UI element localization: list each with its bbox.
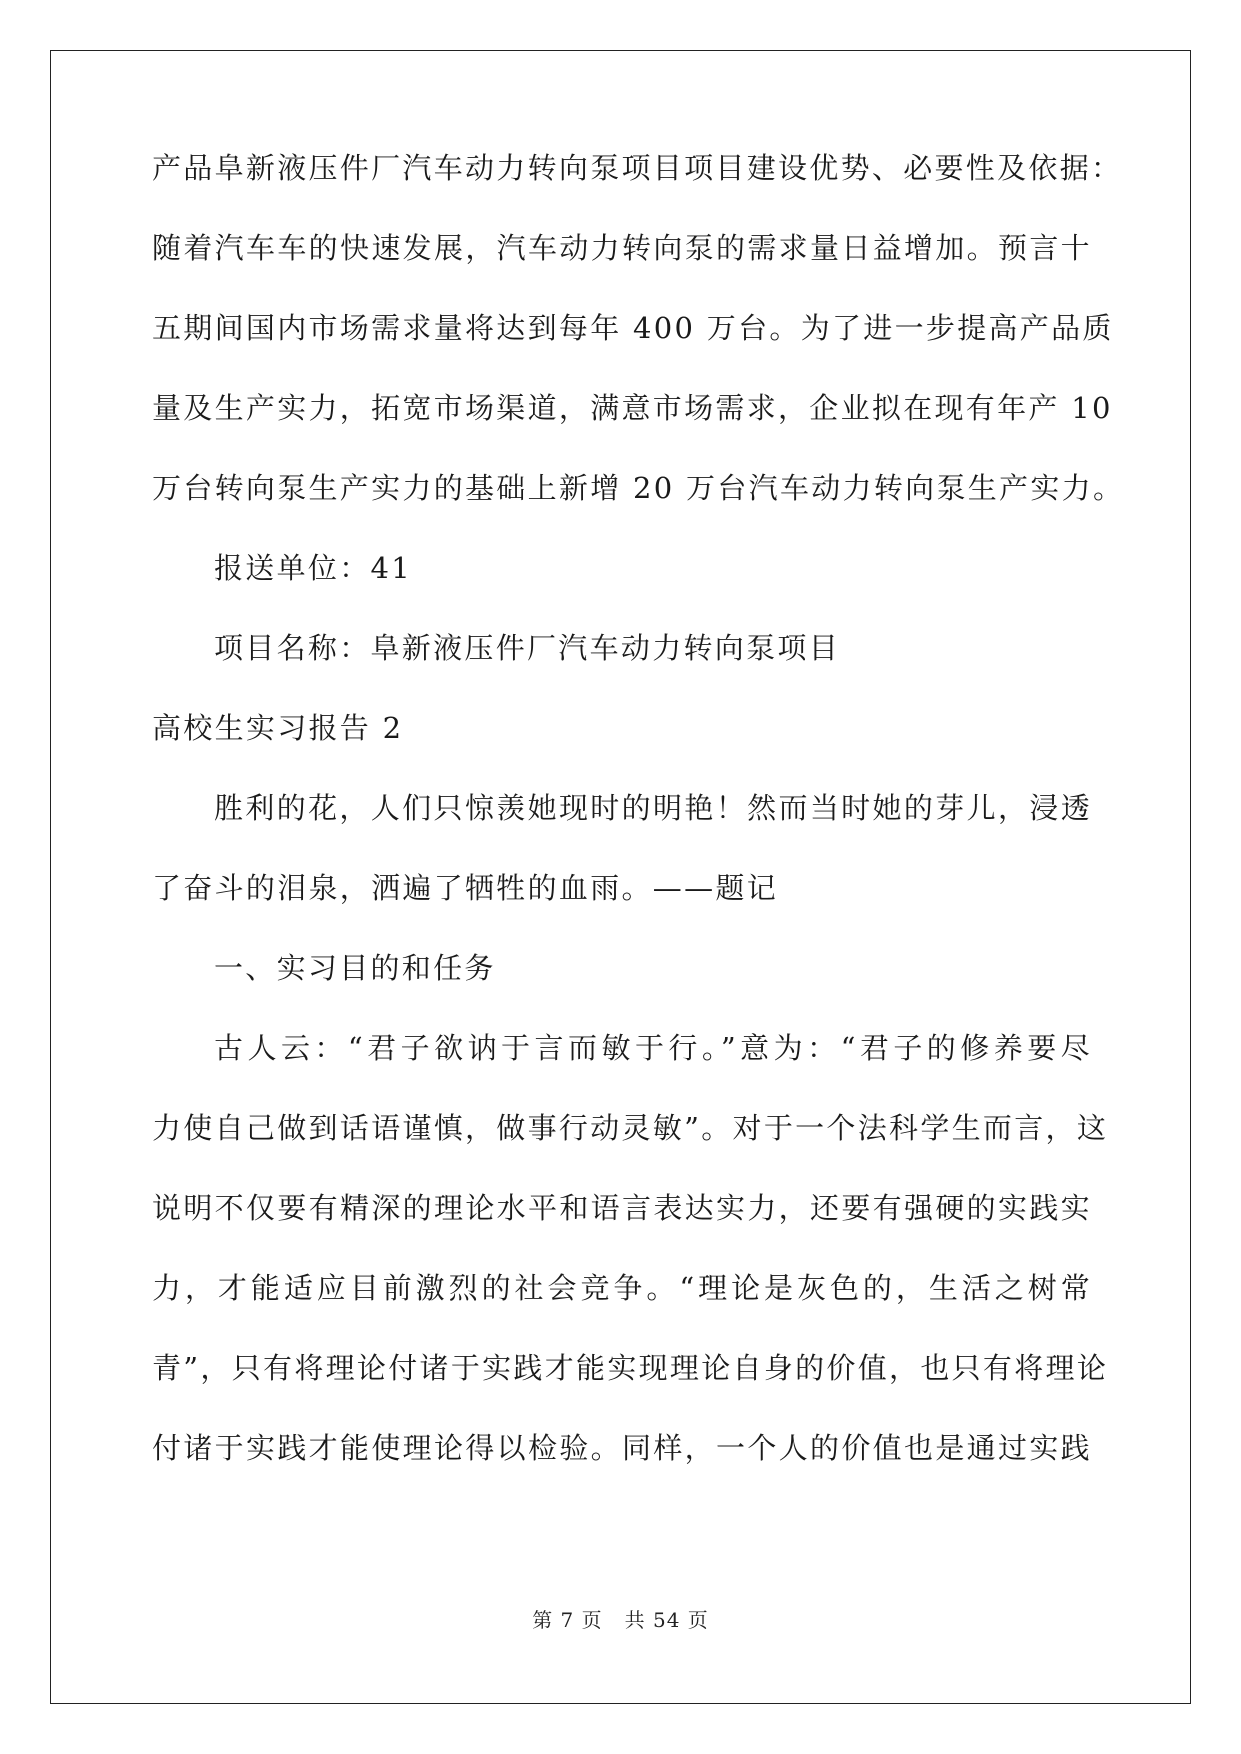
- paragraph-line: 力，才能适应目前激烈的社会竞争。“理论是灰色的，生活之树常: [152, 1271, 1092, 1305]
- submitting-unit-line: 报送单位：41: [214, 551, 413, 585]
- paragraph-line: 付诸于实践才能使理论得以检验。同样，一个人的价值也是通过实践: [152, 1431, 1092, 1465]
- total-pages: 共 54 页: [624, 1608, 709, 1632]
- paragraph-line: 青”，只有将理论付诸于实践才能实现理论自身的价值，也只有将理论: [152, 1351, 1109, 1385]
- page-footer: [0, 1604, 1241, 1633]
- page-number: 第 7 页: [532, 1608, 603, 1632]
- paragraph-line: 力使自己做到话语谨慎，做事行动灵敏”。对于一个法科学生而言，这: [152, 1111, 1109, 1145]
- paragraph-line: 胜利的花，人们只惊羡她现时的明艳！然而当时她的芽儿，浸透: [214, 791, 1092, 825]
- project-name-line: 项目名称：阜新液压件厂汽车动力转向泵项目: [214, 631, 841, 665]
- subsection-heading: 一、实习目的和任务: [214, 951, 496, 985]
- section-heading: 高校生实习报告 2: [152, 711, 404, 745]
- paragraph-line: 产品阜新液压件厂汽车动力转向泵项目项目建设优势、必要性及依据：: [152, 151, 1123, 185]
- paragraph-line: 古人云：“君子欲讷于言而敏于行。”意为：“君子的修养要尽: [214, 1031, 1092, 1065]
- paragraph-line: 五期间国内市场需求量将达到每年 400 万台。为了进一步提高产品质: [152, 311, 1114, 345]
- document-body: [152, 148, 1125, 1508]
- paragraph-line: 万台转向泵生产实力的基础上新增 20 万台汽车动力转向泵生产实力。: [152, 471, 1125, 505]
- paragraph-line: 随着汽车车的快速发展，汽车动力转向泵的需求量日益增加。预言十: [152, 231, 1092, 265]
- paragraph-line: 了奋斗的泪泉，洒遍了牺牲的血雨。——题记: [152, 871, 779, 905]
- paragraph-line: 量及生产实力，拓宽市场渠道，满意市场需求，企业拟在现有年产 10: [152, 391, 1113, 425]
- paragraph-line: 说明不仅要有精深的理论水平和语言表达实力，还要有强硬的实践实: [152, 1191, 1092, 1225]
